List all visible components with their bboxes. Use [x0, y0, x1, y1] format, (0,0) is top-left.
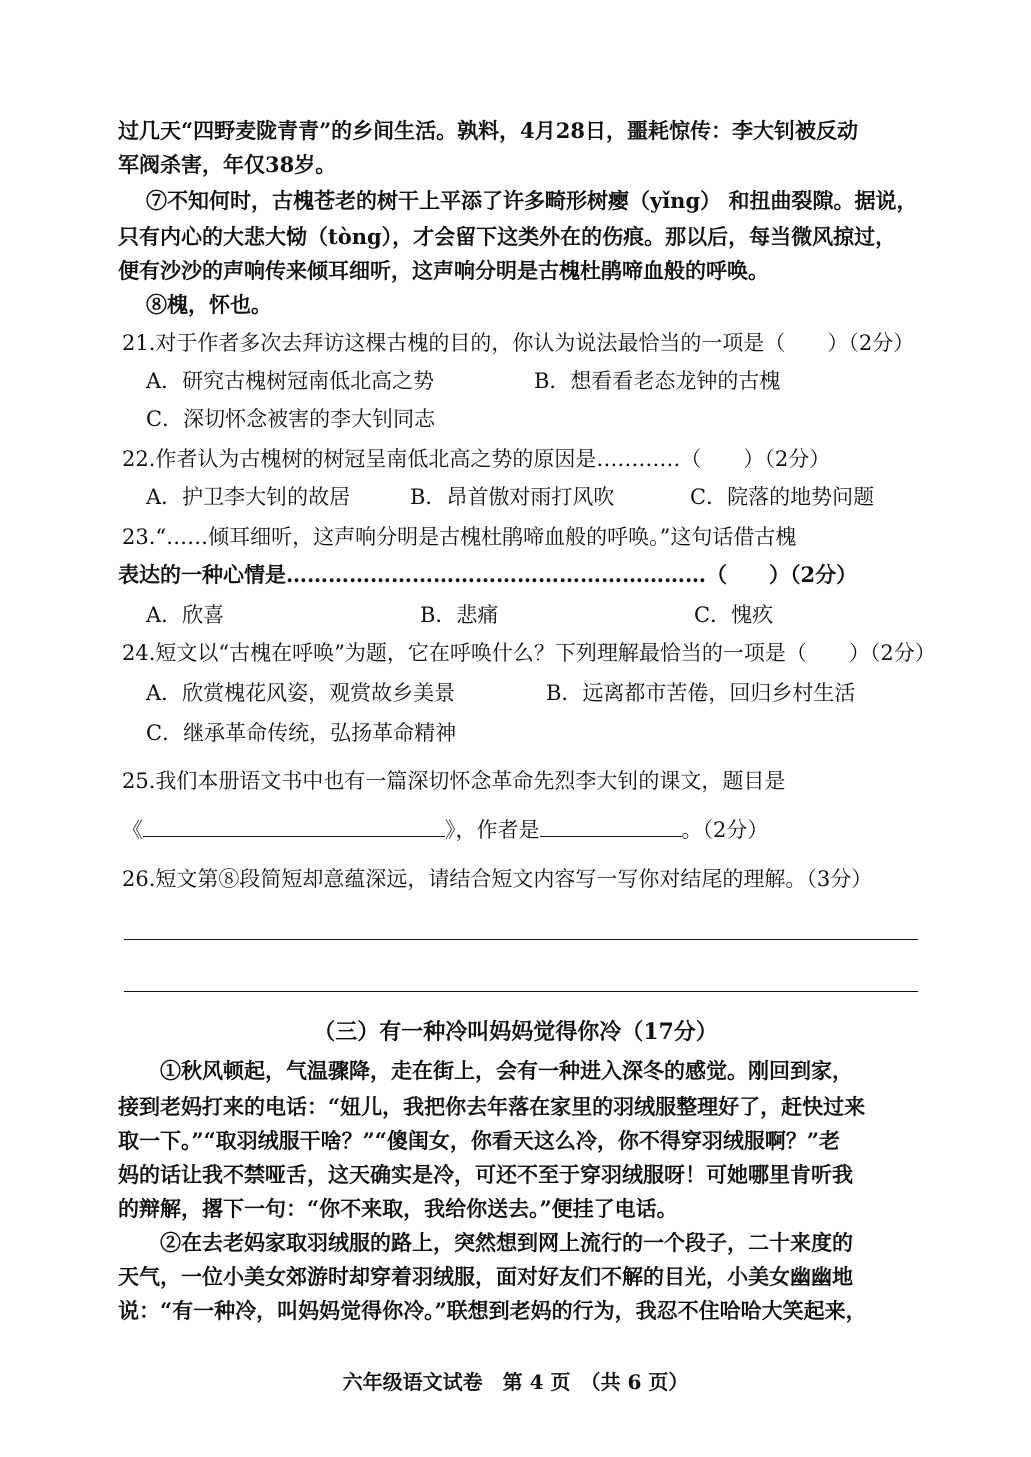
option-b: B．悲痛 [420, 603, 499, 627]
option-c: C．愧疚 [694, 603, 774, 627]
passage-line: 取一下。”“取羽绒服干啥？”“傻闺女，你看天这么冷，你不得穿羽绒服啊？”老 [118, 1128, 840, 1153]
passage-line: 只有内心的大悲大恸（tòng），才会留下这类外在的伤痕。那以后，每当微风掠过， [118, 224, 897, 249]
author-answer-blank[interactable] [540, 814, 682, 837]
question-24: 24.短文以“古槐在呼唤”为题，它在呼唤什么？下列理解最恰当的一项是（ ）（2分） [122, 641, 936, 665]
question-25-score: 。（2分） [681, 818, 769, 842]
question-22: 22.作者认为古槐树的树冠呈南低北高之势的原因是…………（ ）（2分） [122, 447, 831, 471]
passage-line: ①秋风顿起，气温骤降，走在街上，会有一种进入深冬的感觉。刚回到家， [160, 1058, 853, 1083]
option-a: A．欣喜 [146, 603, 225, 627]
page-footer: 六年级语文试卷 第 4 页 （共 6 页） [342, 1370, 689, 1394]
option-a: A．欣赏槐花风姿，观赏故乡美景 [146, 681, 456, 705]
option-a: A．研究古槐树冠南低北高之势 [146, 369, 435, 393]
question-21: 21.对于作者多次去拜访这棵古槐的目的，你认为说法最恰当的一项是（ ）（2分） [122, 331, 915, 355]
passage-line: ⑧槐，怀也。 [146, 292, 272, 317]
title-answer-blank[interactable] [143, 814, 445, 837]
option-b: B．想看看老态龙钟的古槐 [534, 369, 781, 393]
passage-line: 过几天“四野麦陇青青”的乡间生活。孰料，4月28日，噩耗惊传：李大钊被反动 [118, 118, 858, 143]
question-26: 26.短文第⑧段简短却意蕴深远，请结合短文内容写一写你对结尾的理解。（3分） [122, 867, 873, 891]
question-24-option-c: C．继承革命传统，弘扬革命精神 [146, 721, 457, 745]
section-title: （三）有一种冷叫妈妈觉得你冷（17分） [313, 1019, 718, 1045]
passage-line: 天气，一位小美女郊游时却穿着羽绒服，面对好友们不解的目光，小美女幽幽地 [118, 1264, 853, 1289]
option-a: A．护卫李大钊的故居 [146, 485, 351, 509]
question-21-option-c: C．深切怀念被害的李大钊同志 [146, 407, 436, 431]
question-23-line1: 23.“……倾耳细听，这声响分明是古槐杜鹃啼血般的呼唤。”这句话借古槐 [122, 525, 797, 549]
passage-line: 便有沙沙的声响传来倾耳细听，这声响分明是古槐杜鹃啼血般的呼唤。 [118, 258, 769, 283]
option-b: B．远离都市苦倦，回归乡村生活 [546, 681, 856, 705]
answer-line-1[interactable] [124, 939, 918, 940]
option-b: B．昂首傲对雨打风吹 [410, 485, 615, 509]
option-c: C．院落的地势问题 [690, 485, 875, 509]
book-title-open: 《 [122, 818, 143, 842]
passage-line: 妈的话让我不禁哑舌，这天确实是冷，可还不至于穿羽绒服呀！可她哪里肯听我 [118, 1162, 853, 1187]
question-23-line2: 表达的一种心情是……………………………………………………（ ）（2分） [118, 562, 858, 587]
passage-line: 军阀杀害，年仅38岁。 [118, 152, 337, 177]
question-25-answer-line [122, 814, 768, 845]
author-prompt: 》，作者是 [445, 818, 540, 842]
passage-line: 接到老妈打来的电话：“妞儿，我把你去年落在家里的羽绒服整理好了，赶快过来 [118, 1094, 866, 1119]
answer-line-2[interactable] [124, 991, 918, 992]
passage-line: 的辩解，撂下一句：“你不来取，我给你送去。”便挂了电话。 [118, 1196, 678, 1221]
passage-line: ②在去老妈家取羽绒服的路上，突然想到网上流行的一个段子，二十来度的 [160, 1230, 853, 1255]
passage-line: 说：“有一种冷，叫妈妈觉得你冷。”联想到老妈的行为，我忍不住哈哈大笑起来， [118, 1298, 867, 1323]
passage-line: ⑦不知何时，古槐苍老的树干上平添了许多畸形树瘿（yǐng） 和扭曲裂隙。据说， [146, 188, 918, 213]
question-25: 25.我们本册语文书中也有一篇深切怀念革命先烈李大钊的课文，题目是 [122, 769, 786, 793]
